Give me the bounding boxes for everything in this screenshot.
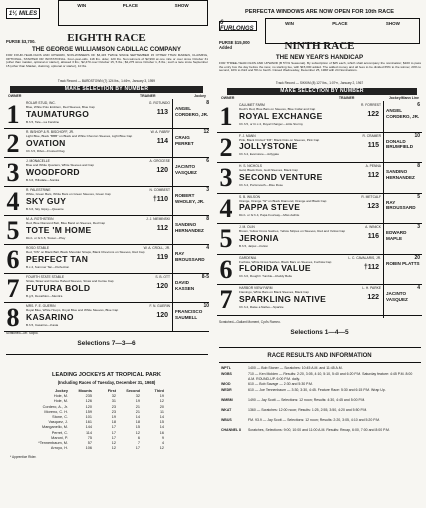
table-cell: 235 [85,394,92,399]
odds: 3 [417,224,420,230]
entry-row [217,194,422,222]
table-cell: 57 [87,440,92,445]
odds: 20 [414,254,420,261]
weight: 115 [367,141,379,149]
post-position: 1 [6,100,20,129]
win-label: WIN [77,3,87,8]
distance-box [219,21,257,31]
table-cell: 4 [161,440,164,445]
table-cell: Stone, C. [52,414,68,419]
station-info: 1400 — Bob Stoner — Scratches: 10:45 A.M. and 11:45 A.M. [248,366,343,370]
jockey: CRAIG PERRET [175,135,194,146]
owner-trainer-header [8,94,206,98]
horse-name: WOODFORD [26,166,80,177]
pedigree: B.g.5, Decathlon—Mentira [26,293,63,298]
table-cell: 6 [137,435,140,440]
jockey: EDWARD MAPLE [386,230,407,241]
horse-name: TOTE 'M HOME [26,224,92,235]
pedigree: Ch.h.6, Rough'n Tumble—Ruddy Belle [239,274,293,278]
silks: Flamingo, White Bars on Black Sleeves, Black Cap [239,290,309,294]
table-cell: Vasquez, J. [48,420,68,425]
jockey: SANDINO HERNANDEZ [175,222,204,233]
result-row [221,366,421,371]
horse-name: ROYAL EXCHANGE [239,110,323,121]
race-title: EIGHTH RACE [67,32,146,44]
odds: 8 [206,100,209,106]
weight: 116 [367,233,379,240]
odds: 10 [414,132,420,139]
results-title: RACE RESULTS AND INFORMATION [267,353,372,359]
station-info: 710 — Ken Molden — Results: 2:20, 3:05, 4:10, 5:10, 5:40 and 6:20 P.M. Saturday feature: 4:45 P.M. 8:00 A.M. ROUND-UP. 6:00 P.M. daily. [248,372,413,381]
owner: J. M. OLIN [239,225,255,229]
owner: S. B. WILSON [239,194,261,199]
table-cell: 21 [135,404,140,409]
table-cell: 12 [135,430,140,435]
post-position: 5 [219,224,233,253]
make-selection-bar: MAKE SELECTION BY NUMBER [10,86,203,93]
weight: 112 [367,172,379,179]
table-cell: 159 [85,409,92,414]
entry-row [217,133,422,161]
race-conditions: FOR THREE-YEAR-OLDS AND UPWARD (B 5½% Seasonal). By subscription of $25 each, which shall accompany the nomination; $100 to pass the entry box the day before the race; no starting fee, with $15,000 added. The added money and all fees to be divided 65% to the winner, 20% to second, 10% to third and 5% to fourth. Closed Wednesday, December 25, 1968 with 24 Nominations. [219,61,421,73]
table-cell: 17 [111,430,116,435]
table-cell: 161 [85,420,92,425]
pedigree: Ch.h.5, or br.c.4, Royal Charger—Little Stormy [239,121,303,126]
horse-name: KASARINO [26,311,74,322]
purse-label: PURSE $3,700. [6,39,36,44]
weight: 123 [367,202,379,210]
weight: †112 [363,263,379,271]
station-call: WIOD [221,382,231,386]
table-row [10,446,164,451]
weight: 114 [156,138,168,145]
silks: Red, Blue Diamond Belt, Blue Band on Sleeves, Red Cap [26,221,106,225]
jockey-header: Jockey [194,94,206,98]
entry-row [4,158,209,186]
table-cell: 32 [111,394,116,399]
weight: 119 [156,254,168,261]
table-cell: Hole, M. [53,399,68,404]
show-label: SHOW [174,3,189,8]
horse-name: JOLLYSTONE [239,141,298,151]
table-cell: 14 [159,414,164,419]
wps-box [58,0,208,26]
horse-name: TAUMATURGO [26,108,90,119]
silks: Devil's Red, Blue Bars on Sleeves, Blue Collar and Cap [239,107,316,111]
odds: 6 [417,102,420,108]
odds: 5 [417,193,420,200]
table-cell: 16 [159,430,164,435]
owner: CALUMET FARM [239,103,265,107]
post-position: 4 [219,193,233,223]
owner: H. S. NICHOLS [239,164,262,168]
station-info: 1360 — Scratches: 12:00 noon; Results: 1:25, 2:55, 3:50, 4:20 and 5:50 P.M. [248,408,368,412]
pedigree: Ch.h.4, Portsmouth—Rise Rose [239,182,284,187]
horse-name: FLORIDA VALUE [239,263,311,273]
pedigree: Dk.b. or br.h.4, Papa Fourway—Miss Awhile [239,213,300,217]
post-position: 8 [6,303,20,332]
leading-jockeys-table [10,389,164,451]
track-record: Track Record — SIKKIM (8) 127 lbs., 1:07⅘, January 2, 1967 [275,81,364,85]
table-cell: 11 [160,409,164,414]
jockey: SANDINO HERNANDEZ [386,169,415,180]
entry-row [4,129,209,157]
table-cell: Manganello, M. [42,425,68,430]
race-name: THE NEW YEAR'S HANDICAP [275,54,364,61]
entry-row [4,100,209,128]
pedigree: Dk.b. or br.h.5, Tosser—Play [26,235,66,240]
weight: 122 [367,294,379,301]
table-cell: 12 [111,440,116,445]
perfecta-header: PERFECTA WINDOWS ARE NOW OPEN FOR 10th RACE [245,9,394,15]
leading-jockeys-subtitle: (Including Races of Tuesday, December 31, 1968) [57,380,156,385]
weight: 112 [156,225,168,232]
result-row [221,382,421,387]
table-cell: 15 [135,425,140,430]
table-cell: 120 [85,404,92,409]
trainer: W. A. FABRY [150,130,170,134]
entry-row [4,303,209,331]
station-info: 1490 — Jay Scott — Selections: 12 noon; Results: 4:30, 4:45 and 5:00 P.M. [248,398,366,402]
owner: HARBOR VIEW FARM [239,286,273,290]
selections: Selections 7—3—6 [77,340,136,347]
divider [6,354,208,355]
pedigree: Ch.h.4, Everstone—Jollygate [239,152,280,156]
station-call: WPTL [221,366,231,370]
silks: Light Blue, Black "BBB" on Black and White Chevron Sleeves, Light Blue Cap [26,134,133,138]
pedigree: B.h.5, Jaipur—Fulton [239,243,269,248]
jockey: RAY BROUSSARD [386,199,416,211]
table-cell: 32 [135,394,140,399]
station-info: 610 — Bob Savage — 2:30 and 5:30 P.M. [248,382,313,386]
distance-label: 1⅛ MILES [8,10,38,17]
station-info: Scratches, Selections: 9:00, 10:00 and 11:00 A.M. Results: Recap, 6:00, 7:00 and 8:00 P.M. [248,428,390,432]
weight: †110 [152,196,168,203]
trainer: L. C. CAVALARIS, JR. [348,255,381,260]
silks: Brown, Yellow Cross Sashes, Yellow Stripes on Sleeves, Red and Yellow Cap [239,229,346,233]
table-cell: 19 [135,399,140,404]
table-cell: 7 [137,440,140,445]
odds: 3 [206,187,209,193]
odds: 8 [417,163,420,169]
entry-row [217,285,422,313]
table-cell: 19 [159,394,164,399]
divider [219,362,421,363]
post-position: 6 [6,245,20,274]
race-title: NINTH RACE [284,40,355,52]
distance-box [6,8,40,19]
odds: 4 [206,245,209,251]
pedigree: B.h.5, Tale—La Fandine [26,119,60,124]
result-row [221,428,421,433]
table-cell: *Tennenbaum, M. [38,440,68,445]
leading-jockeys-title: LEADING JOCKEYS AT TROPICAL PARK [52,372,161,378]
station-call: WKAT [221,408,232,412]
entry-row [217,224,422,252]
trainer: A. GROCESE [149,159,170,163]
owner-trainer-header [221,96,419,100]
scratched-note: Scratched—Gallant Moment, Cyd's Romeo. [219,320,281,324]
table-cell: 12 [111,446,116,451]
entry-row [217,163,422,191]
table-cell: 12 [159,446,164,451]
make-selection-bar: MAKE SELECTION BY NUMBER [227,88,417,95]
post-position: 7 [219,285,233,314]
table-cell: Perret, C. [51,430,68,435]
pedigree: B.h.5, Casarino—Kasia [26,322,59,327]
jockey: FRANCISCO SAUMELL [175,309,203,320]
silks: Pink, Black Circled "FM", Black Dots on Sleeves, Pink Cap [239,137,320,142]
horse-name: SPARKLING NATIVE [239,293,327,304]
entry-row [217,102,422,130]
weight: 113 [156,109,168,116]
trainer: L. H. PARKE [362,286,381,290]
trainer: R. METCALF [361,194,381,199]
jockey-header: Jockey/Mann Line [388,96,419,100]
table-cell: 23 [111,404,116,409]
table-cell: Maroni, P. [51,435,68,440]
owner: GARDENIA [239,255,257,260]
trainer: S. B. OTT [155,275,170,279]
silks: Straw, Straw and Cerise Halved Sleeves, Straw and Cerise Cap [26,279,114,283]
owner: M. A. ROTHSTEIN [26,217,54,221]
result-row [221,408,421,413]
weight: 120 [156,167,168,174]
owner-header: OWNER [221,96,235,100]
trainer: R. FORREST [361,103,381,107]
right-page [213,0,426,508]
show-label: SHOW [385,21,400,26]
table-cell: 114 [85,430,92,435]
table-cell: Hole, M. [53,394,68,399]
owner: R. PALESTRINE [26,188,51,192]
purse-label: PURSE $15,000 Added [219,40,250,50]
table-cell: 31 [111,399,116,404]
trainer: G. ROTUNDO [148,101,170,105]
column-header: Third [154,389,164,393]
table-cell: 19 [111,414,116,419]
post-position: 2 [6,129,20,158]
table-cell: Arroyo, H. [50,446,68,451]
jockey: ANGEL CORDERO, JR. [175,106,209,117]
silks: Gold, Black Dots, Gold Sleeves, Black Cap [239,168,298,172]
result-row [221,388,421,393]
jockey: DONALD BRUMFIELD [386,138,414,150]
odds: 12 [203,129,209,135]
post-position: 1 [219,102,233,131]
owner: FOURTH STATE STABLE [26,275,65,279]
station-call: WEDR [221,388,232,392]
station-call: WGBS [221,372,232,376]
table-cell: 17 [111,425,116,430]
win-label: WIN [285,21,294,26]
jockey: ROBIN PLATTS [386,260,420,266]
trainer: W. A. CROLL, JR. [143,246,170,250]
station-call: CHANNEL 8 [221,428,241,432]
pedigree: B.c.4, Summer Tan—Perfection [26,264,70,269]
table-cell: 75 [87,435,92,440]
silks: Blue, White Polo Emblem, Red Sleeves, Blue Cap [26,105,95,109]
pedigree: B.h.6, Hillsdale—Sonika [26,177,60,182]
table-cell: 12 [159,399,164,404]
table-cell: 17 [111,435,116,440]
table-cell: 9 [161,435,164,440]
race-conditions: FOR FOUR-YEAR-OLDS AND UPWARD, NON-WINNERS OF $3,415 TWICE SINCE SEPTEMBER 15 OTHER THAN MAIDEN, CLAIMING, OPTIONAL, STARTER OR INVITATIONAL. Four-year-olds, 118 lbs. older, 120 lbs. Non-winners of $2,960 at one mile or over since October 31 (other than maiden, optional or starter), allowed 3 lbs.; $2,470 over October 15, 5 lbs.; $2,275 since October 1, 8 lbs.; such a race since September 15 (other than Maiden, claiming, optional or starter), 10 lbs. [6,53,208,68]
post-position: 6 [219,254,233,284]
pedigree: Ch.h.4, Raise a Native—Sparkie [239,304,284,309]
odds: 4 [417,285,420,291]
result-row [221,418,421,423]
table-cell: Moreno, C. H. [44,409,68,414]
owner: MRS. F. E. GUERIN [26,304,56,308]
place-label: PLACE [332,21,348,26]
entry-row [4,187,209,215]
jockey: JACINTO VASQUEZ [175,164,197,175]
pedigree: Ch.h.5, Ribot—Frosted Flag [26,148,65,153]
weight: 120 [156,312,168,319]
silks: White, Green Bars, White Bars on Green Sleeves, Green Cap [26,192,111,196]
trainer: J. J. NIEMINSKI [146,217,170,221]
entry-row [4,216,209,244]
horse-name: PERFECT TAN [26,253,89,264]
result-row [221,398,421,403]
station-info: FM. 93.9 — Jay Scott — Selections: 12 noon; Results: 2:20, 3:05, 4:10 and 5:20 P.M. [248,418,381,422]
trainer: R. CRAMER [362,133,381,138]
race-sponsor: THE GEORGE WILLIAMSON CADILLAC COMPANY [31,46,182,53]
track-record: Track Record — BARDSTOWN (7) 124 lbs., 1:46⅘, January 3, 1959 [57,79,156,83]
place-label: PLACE [122,3,138,8]
table-cell: 23 [111,409,116,414]
trainer: A. PENNA [365,164,381,168]
owner: F. J. MANN [239,133,256,138]
column-header: Mounts [78,389,92,393]
column-header: Jockey [55,389,68,393]
station-call: WMBM [221,398,233,402]
entry-divider [217,315,422,316]
owner: J. MONACELLE [26,159,50,163]
jockey: ANGEL CORDERO, JR. [386,108,420,119]
column-header: Second [126,389,140,393]
trainer: A. WINICK [365,225,381,229]
table-cell: 20 [159,404,164,409]
owner: ROSO STABLE [26,246,50,250]
weight: 120 [156,283,168,290]
post-position: 4 [6,187,20,216]
odds: 8 [206,216,209,222]
horse-name: OVATION [26,137,66,148]
table-cell: 17 [135,446,140,451]
scratched-note: Scratched—Mr. Scipio. [6,331,39,335]
trainer: N. COMBEST [149,188,170,192]
jockey: ROBERT WHOLEY, JR. [175,193,205,204]
table-cell: 14 [159,425,164,430]
distance-label: 6 FURLONGS [220,20,254,32]
post-position: 7 [6,274,20,303]
horse-name: PAPPA STEVE [239,202,301,212]
station-call: WBUS [221,418,232,422]
table-cell: 144 [85,425,92,430]
table-cell: 15 [159,420,164,425]
table-cell: 14 [135,414,140,419]
selections: Selections 1—4—5 [290,329,349,336]
jockey: RAY BROUSSARD [175,251,205,262]
table-cell: 18 [111,420,116,425]
weight: 122 [367,111,379,118]
column-header: First [107,389,116,393]
silks: Royal Blue, White Hoops, Royal Blue and White Sleeves, Blue Cap [26,308,119,312]
trainer: F. N. GUERIN [149,304,170,308]
odds: 8-5 [201,274,209,280]
result-row [221,372,421,381]
horse-name: SKY GUY [26,195,67,206]
entry-row [4,274,209,302]
owner: R. BISHOP & R. BISCHOFF, JR. [26,130,74,134]
table-cell: 101 [85,414,92,419]
table-cell: Cordero, A., Jr. [42,404,68,409]
table-cell: 126 [85,399,92,404]
table-cell: 21 [135,409,140,414]
post-position: 5 [6,216,20,245]
horse-name: FUTURA BOLD [26,282,91,293]
silks: Blue and White Quarters, White Sleeves and Cap [26,163,94,167]
trainer-header: TRAINER [139,94,156,98]
post-position: 3 [219,163,233,192]
pedigree: B.h.6, Sky Gipsy—Queenie [26,206,64,211]
owner: ROLAR STUD, INC. [26,101,56,105]
entry-row [217,255,422,283]
station-info: 610 — Joe Tennenbaum — 3:30, 3:30, 4:45. Feature Race: 5:30 and 6:15 P.M. Wrap Up. [248,388,386,392]
odds: 6 [206,158,209,164]
entry-row [4,245,209,273]
horse-name: JERONIA [239,232,279,243]
owner-header: OWNER [8,94,22,98]
silks: Fuchsia, White Cross Sashes, Black Bars on Sleeves, Fuchsia Cap [239,259,332,264]
post-position: 3 [6,158,20,187]
jockey: JACINTO VASQUEZ [386,291,408,302]
table-cell: 106 [85,446,92,451]
silks: Orange, Orange "W" on Black Diamond, Orange and Black Cap [239,198,327,203]
post-position: 2 [219,132,233,162]
trainer-header: TRAINER [338,96,355,100]
table-cell: 18 [135,420,140,425]
divider [219,347,421,348]
silks: Red, "RS" on Black Ball, Black Shoulder Straps, Black Chevrons on Sleeves, Red Cap [26,250,145,254]
horse-name: SECOND VENTURE [239,171,323,182]
jockey: DAVID KASSEN [175,280,195,291]
apprentice-note: * Apprentice Rider. [10,455,37,459]
odds: 10 [203,303,209,309]
